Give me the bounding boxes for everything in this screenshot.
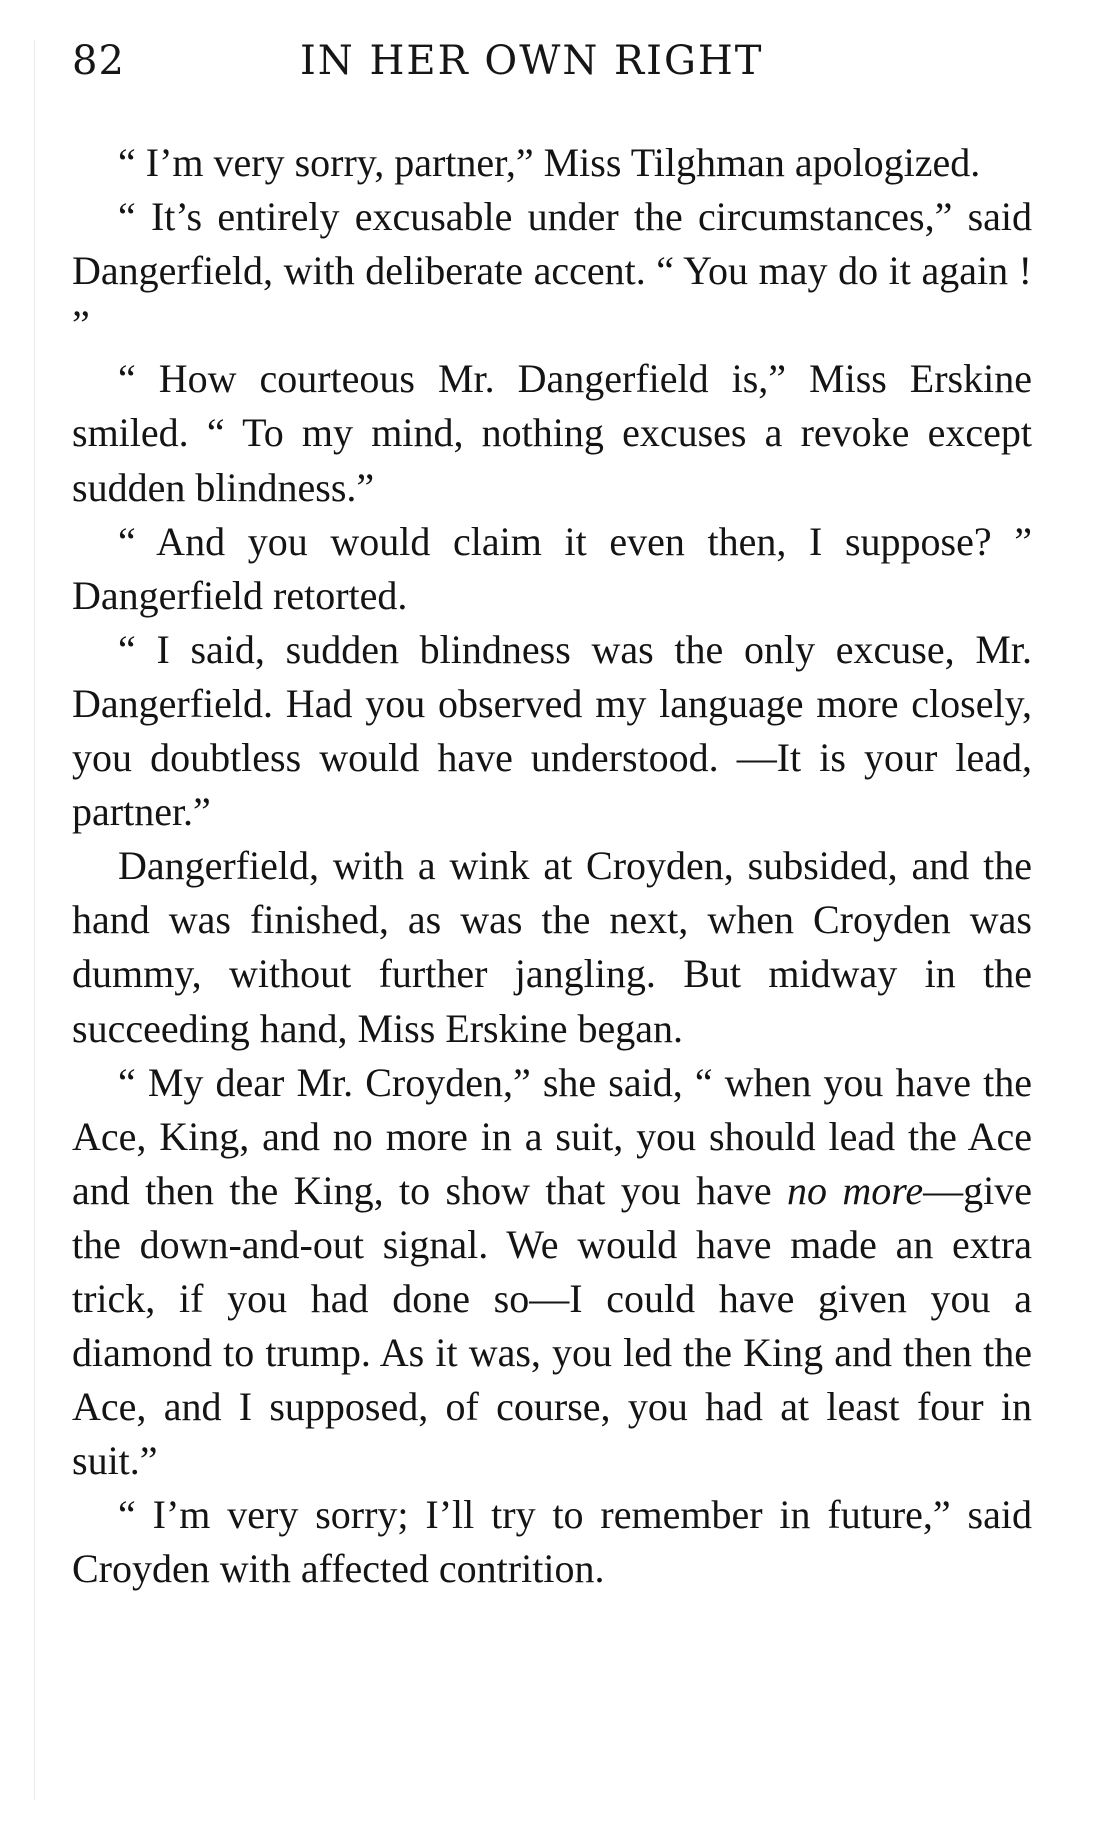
paragraph: “ It’s entirely excusable under the circumstances,” said Dangerfield, with deliberate accent. “ You may do it again ! ” <box>72 194 1032 348</box>
page-number: 82 <box>72 38 125 84</box>
book-title: IN HER OWN RIGHT <box>300 38 764 84</box>
paragraph: “ And you would claim it even then, I suppose? ” Dangerfield retorted. <box>72 518 1032 618</box>
emphasized-text: no more <box>787 1167 924 1213</box>
paragraph: “ I said, sudden blindness was the only excuse, Mr. Dangerfield. Had you observed my language more closely, you doubtless would have understood. —It is your lead, partner.” <box>72 626 1032 835</box>
page-gutter-line <box>34 40 35 1800</box>
paragraph: “ I’m very sorry; I’ll try to remember in future,” said Croyden with affected contrition. <box>72 1492 1032 1592</box>
running-head <box>72 38 1032 98</box>
paragraph-text: —give the down-and-out signal. We would have made an extra trick, if you had done so—I could have given you a diamond to trump. As it was, you led the King and then the Ace, and I supposed, of course, you had at least four in suit.” <box>72 1167 1032 1484</box>
body-text <box>72 136 1032 1597</box>
paragraph-text: “ My dear Mr. Croyden,” she said, “ when you have the Ace, King, and no more in a suit, you should lead the Ace and then the King, to show that you have <box>72 1059 1032 1213</box>
paragraph: Dangerfield, with a wink at Croyden, subsided, and the hand was finished, as was the next, when Croyden was dummy, without further jangling. But midway in the succeeding hand, Miss Erskine began. <box>72 843 1032 1051</box>
paragraph <box>72 1056 1032 1489</box>
paragraph: “ I’m very sorry, partner,” Miss Tilghman apologized. <box>118 140 981 185</box>
paragraph: “ How courteous Mr. Dangerfield is,” Miss Erskine smiled. “ To my mind, nothing excuses a revoke except sudden blindness.” <box>72 356 1032 510</box>
